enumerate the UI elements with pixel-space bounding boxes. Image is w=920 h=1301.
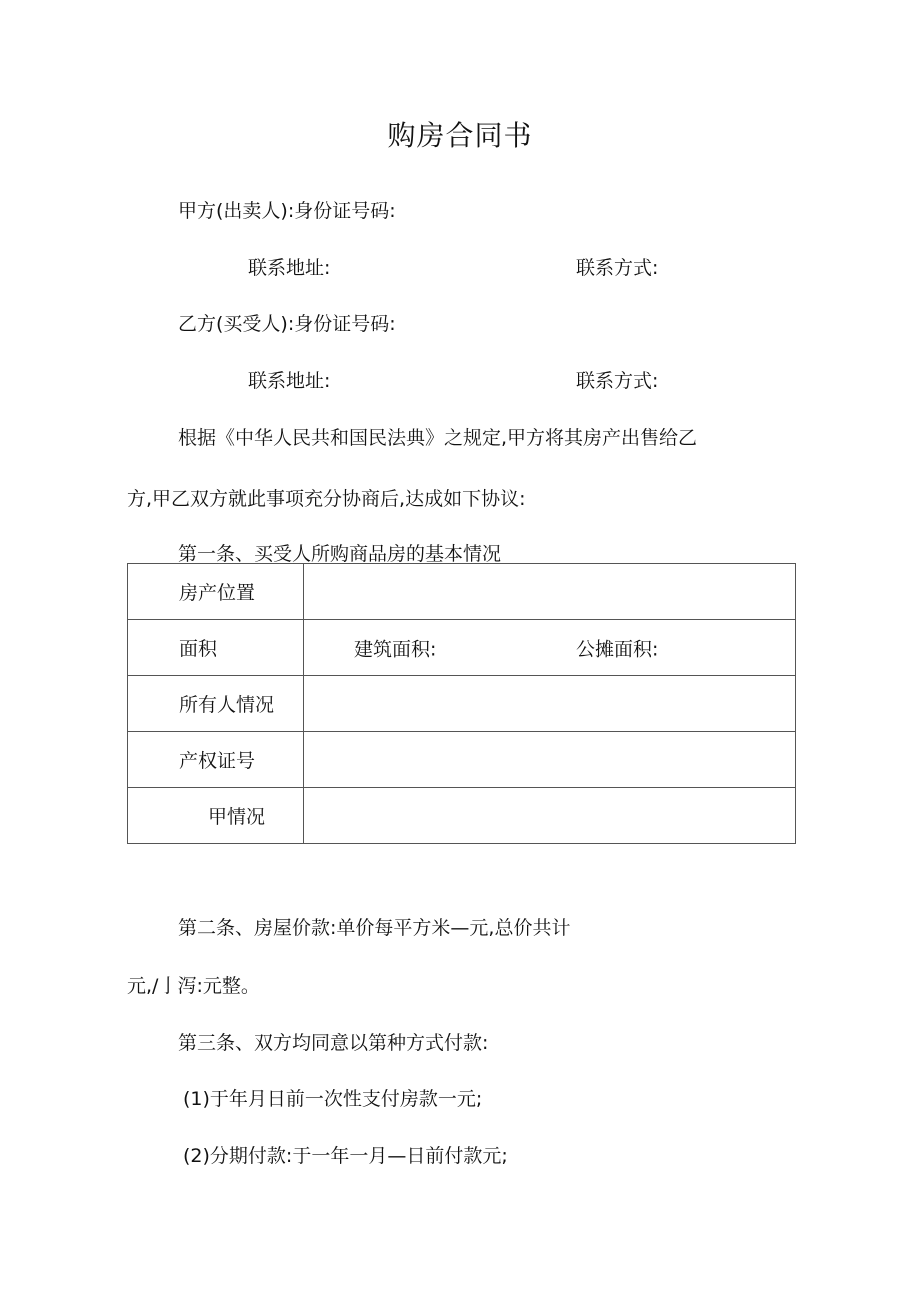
property-info-table <box>127 563 796 844</box>
article-2-line-2: 元,/亅泻:元整。 <box>127 975 260 997</box>
article-1-heading: 第一条、买受人所购商品房的基本情况 <box>178 543 502 565</box>
party-a-id-line: 甲方(出卖人):身份证号码: <box>178 200 396 222</box>
table-row <box>128 732 796 788</box>
article-3-heading: 第三条、双方均同意以第种方式付款: <box>178 1032 489 1054</box>
row-label-certificate: 产权证号 <box>128 732 304 788</box>
preamble-line-2: 方,甲乙双方就此事项充分协商后,达成如下协议: <box>127 488 526 510</box>
party-b-contact-label: 联系方式: <box>576 370 659 392</box>
table-row <box>128 788 796 844</box>
row-value-certificate <box>304 732 796 788</box>
row-label-owner: 所有人情况 <box>128 676 304 732</box>
row-value-location <box>304 564 796 620</box>
table-row <box>128 676 796 732</box>
party-b-address-label: 联系地址: <box>248 370 331 392</box>
row-label-area: 面积 <box>128 620 304 676</box>
shared-area-label: 公摊面积: <box>576 638 659 660</box>
preamble-line-1: 根据《中华人民共和国民法典》之规定,甲方将其房产出售给乙 <box>178 427 698 449</box>
article-2-line-1: 第二条、房屋价款:单价每平方米—元,总价共计 <box>178 917 571 939</box>
building-area-label: 建筑面积: <box>354 638 437 660</box>
document-title: 购房合同书 <box>387 119 533 152</box>
party-a-address-label: 联系地址: <box>248 257 331 279</box>
table-row <box>128 620 796 676</box>
row-value-other <box>304 788 796 844</box>
row-label-other: 甲情况 <box>128 788 304 844</box>
row-value-owner <box>304 676 796 732</box>
row-value-area <box>304 620 796 676</box>
payment-option-2: (2)分期付款:于一年一月—日前付款元; <box>183 1145 508 1167</box>
payment-option-1: (1)于年月日前一次性支付房款一元; <box>183 1088 483 1110</box>
row-label-location: 房产位置 <box>128 564 304 620</box>
party-a-contact-label: 联系方式: <box>576 257 659 279</box>
table-row <box>128 564 796 620</box>
party-b-id-line: 乙方(买受人):身份证号码: <box>178 313 396 335</box>
